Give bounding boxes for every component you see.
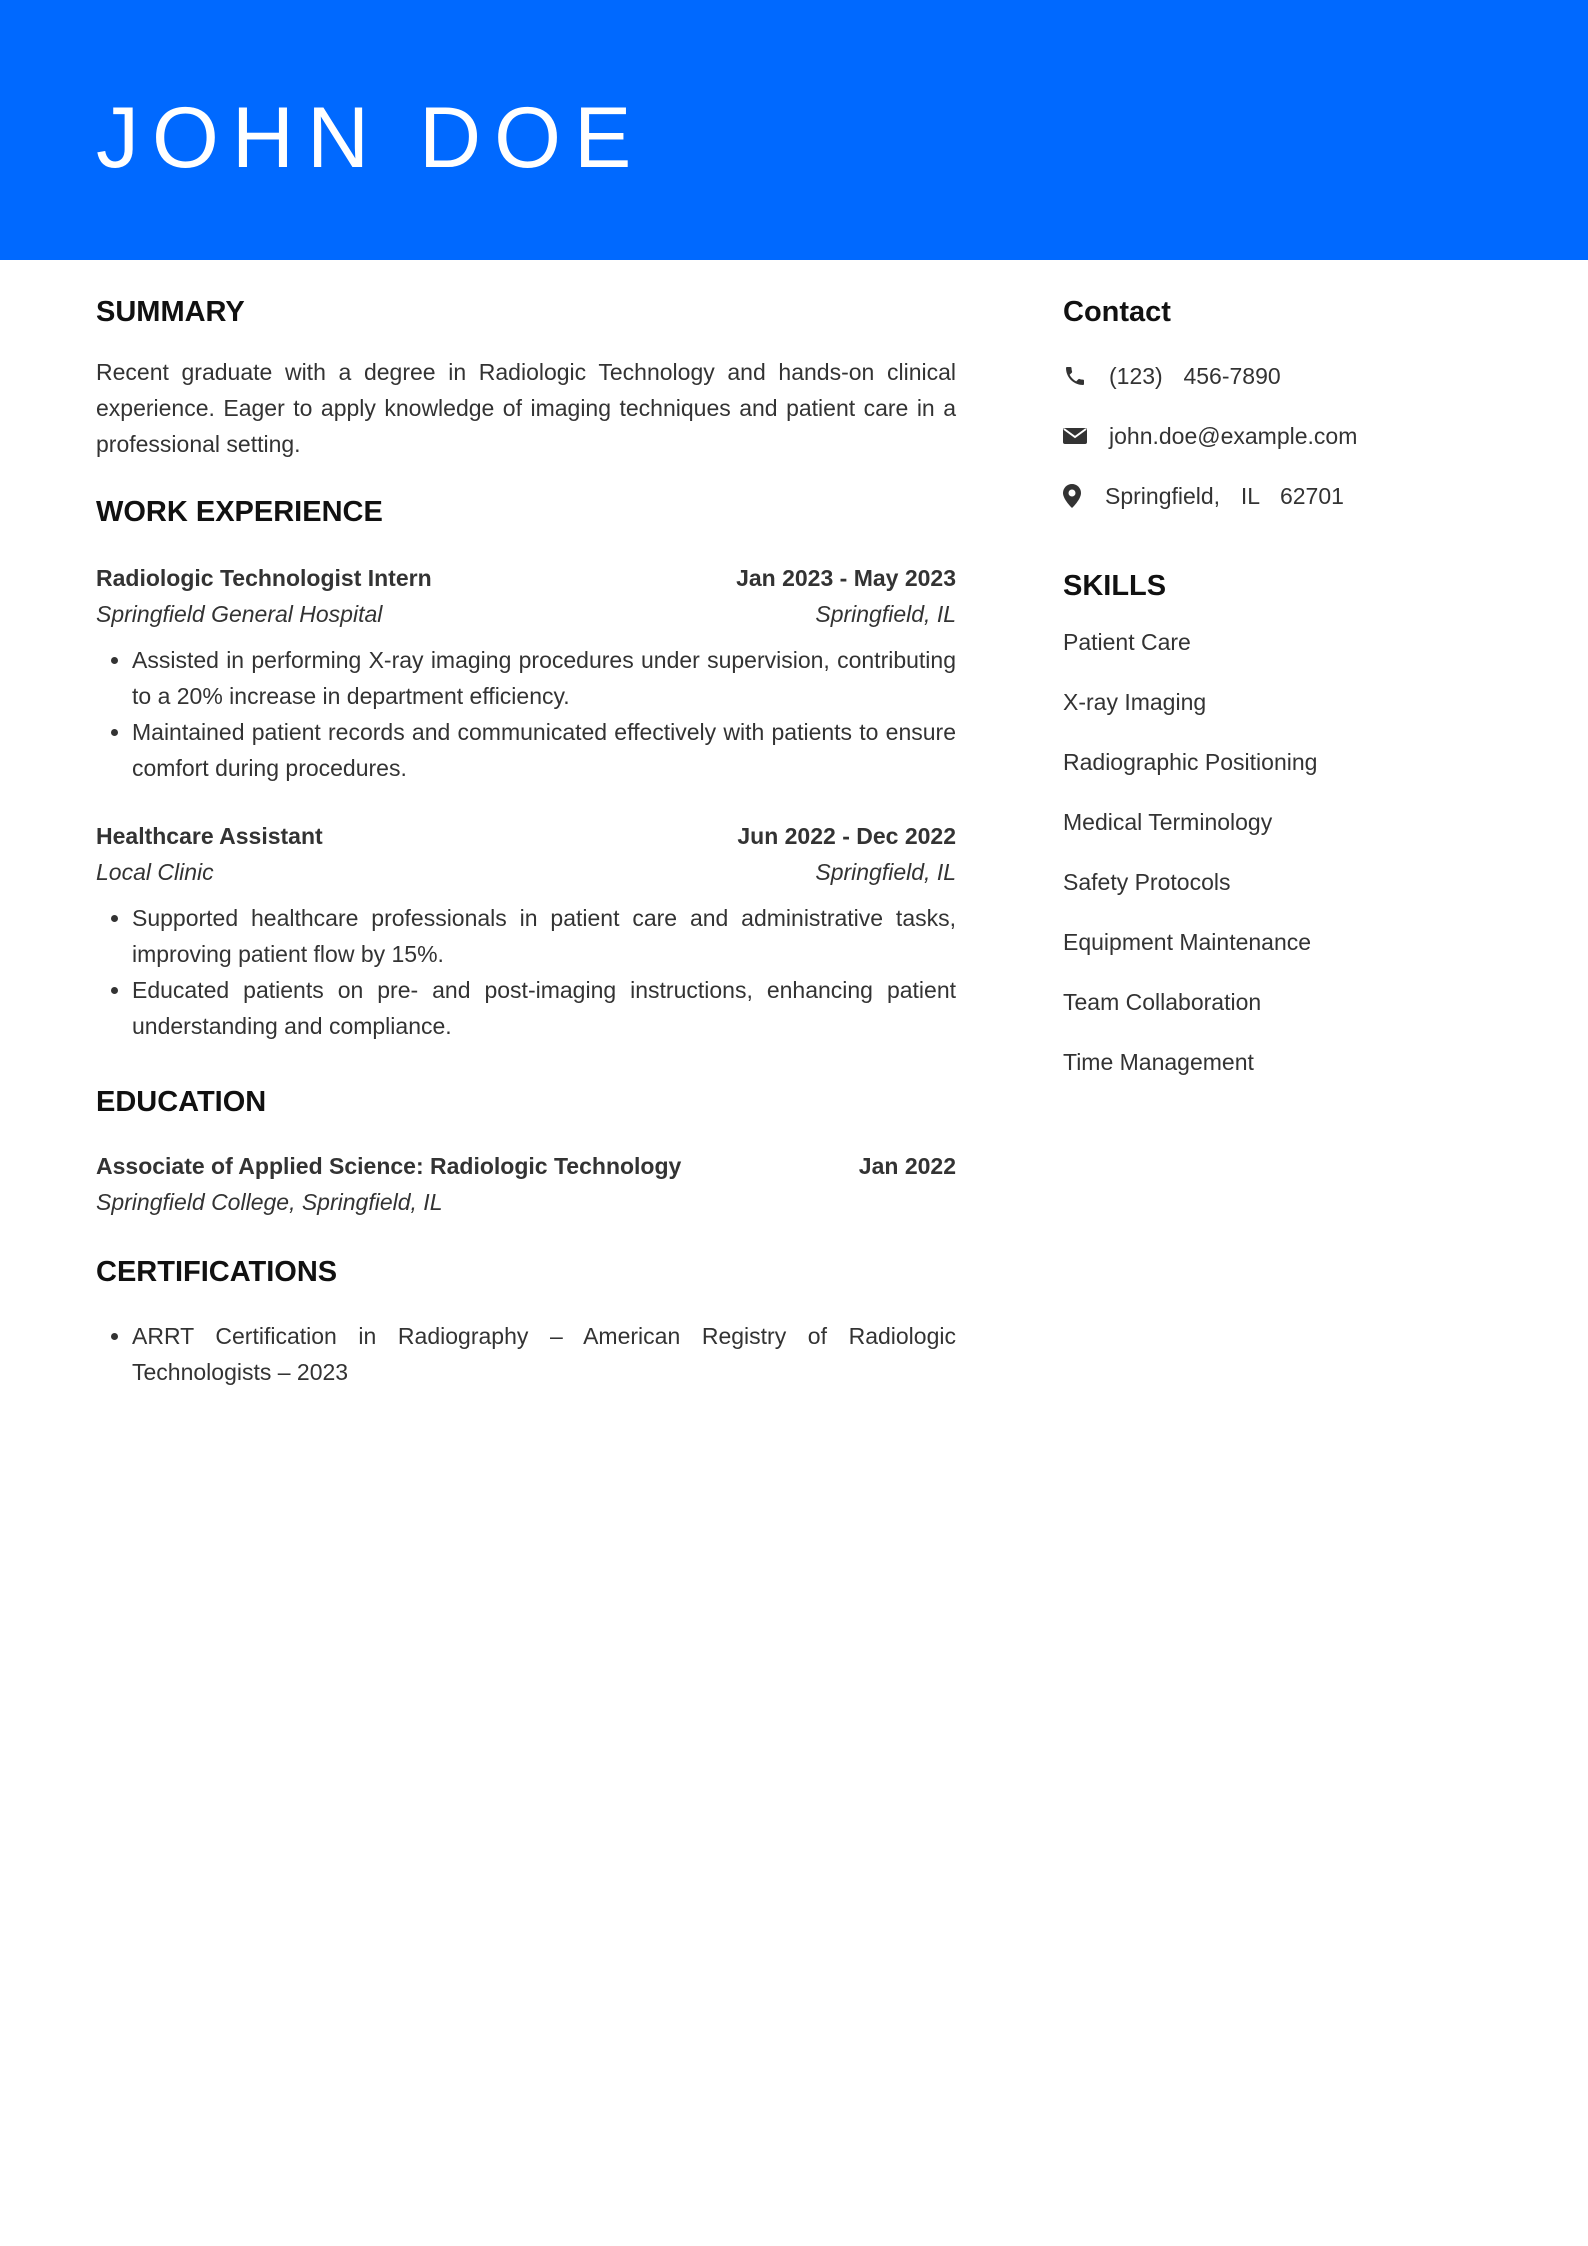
contact-section — [1063, 290, 1503, 514]
skill-item: Patient Care — [1063, 629, 1191, 655]
certifications-heading: CERTIFICATIONS — [96, 1256, 338, 1288]
degree-date: Jan 2022 — [858, 1153, 956, 1179]
phone-number: (123) 456-7890 — [1109, 363, 1281, 389]
job-location: Springfield, IL — [815, 601, 956, 627]
education-heading: EDUCATION — [96, 1086, 267, 1118]
skill-item: Equipment Maintenance — [1063, 929, 1312, 955]
job-location: Springfield, IL — [815, 859, 956, 885]
skill-item: Safety Protocols — [1063, 869, 1231, 895]
job-bullet: • Supported healthcare professionals in patient care and administrative tasks, improving patient flow by 15%. — [132, 900, 956, 972]
job-bullet: • Maintained patient records and communicated effectively with patients to ensure comfort during procedures. — [132, 714, 956, 786]
job-bullets — [96, 900, 956, 1044]
job-role: Healthcare Assistant — [96, 823, 323, 849]
job-role: Radiologic Technologist Intern — [96, 565, 432, 591]
skills-section — [1063, 564, 1503, 1080]
education-entry — [96, 1148, 956, 1220]
education-section — [96, 1080, 956, 1220]
summary-heading: SUMMARY — [96, 296, 245, 328]
work-experience-heading: WORK EXPERIENCE — [96, 496, 383, 528]
summary-text: Recent graduate with a degree in Radiologic Technology and hands-on clinical experience. Eager to apply knowledge of imaging techniques and patient care in a professional setting. — [96, 359, 956, 457]
phone-icon — [1063, 361, 1093, 391]
header-banner — [0, 0, 1588, 260]
job-entry — [96, 560, 956, 786]
school-name: Springfield College, Springfield, IL — [96, 1189, 443, 1215]
job-bullet: • Educated patients on pre- and post-imaging instructions, enhancing patient understanding and compliance. — [132, 972, 956, 1044]
map-marker-icon — [1063, 481, 1089, 511]
job-bullet: • Assisted in performing X-ray imaging procedures under supervision, contributing to a 20% increase in department efficiency. — [132, 642, 956, 714]
contact-address — [1063, 478, 1503, 514]
job-company: Springfield General Hospital — [96, 601, 383, 627]
job-entry — [96, 818, 956, 1044]
job-bullets — [96, 642, 956, 786]
job-dates: Jan 2023 - May 2023 — [736, 565, 956, 591]
work-experience-section — [96, 490, 956, 1044]
contact-phone — [1063, 358, 1503, 394]
certification-item: • ARRT Certification in Radiography – American Registry of Radiologic Technologists – 2023 — [132, 1318, 956, 1390]
skill-item: X-ray Imaging — [1063, 689, 1207, 715]
certifications-section — [96, 1250, 956, 1390]
contact-email — [1063, 418, 1503, 454]
email-address: john.doe@example.com — [1109, 423, 1358, 449]
address-text: Springfield, IL 62701 — [1105, 483, 1344, 509]
job-dates: Jun 2022 - Dec 2022 — [737, 823, 956, 849]
skill-item: Medical Terminology — [1063, 809, 1273, 835]
summary-section — [96, 290, 956, 462]
skill-item: Radiographic Positioning — [1063, 749, 1318, 775]
sidebar-column — [1063, 290, 1503, 1080]
skills-heading: SKILLS — [1063, 570, 1167, 602]
candidate-name: JOHN DOE — [96, 90, 645, 186]
main-column — [96, 290, 956, 1390]
degree-title: Associate of Applied Science: Radiologic Technology — [96, 1153, 682, 1179]
skill-item: Time Management — [1063, 1049, 1254, 1075]
contact-heading: Contact — [1063, 296, 1171, 328]
envelope-icon — [1063, 421, 1093, 451]
skill-item: Team Collaboration — [1063, 989, 1262, 1015]
certification-list — [96, 1318, 956, 1390]
job-company: Local Clinic — [96, 859, 214, 885]
